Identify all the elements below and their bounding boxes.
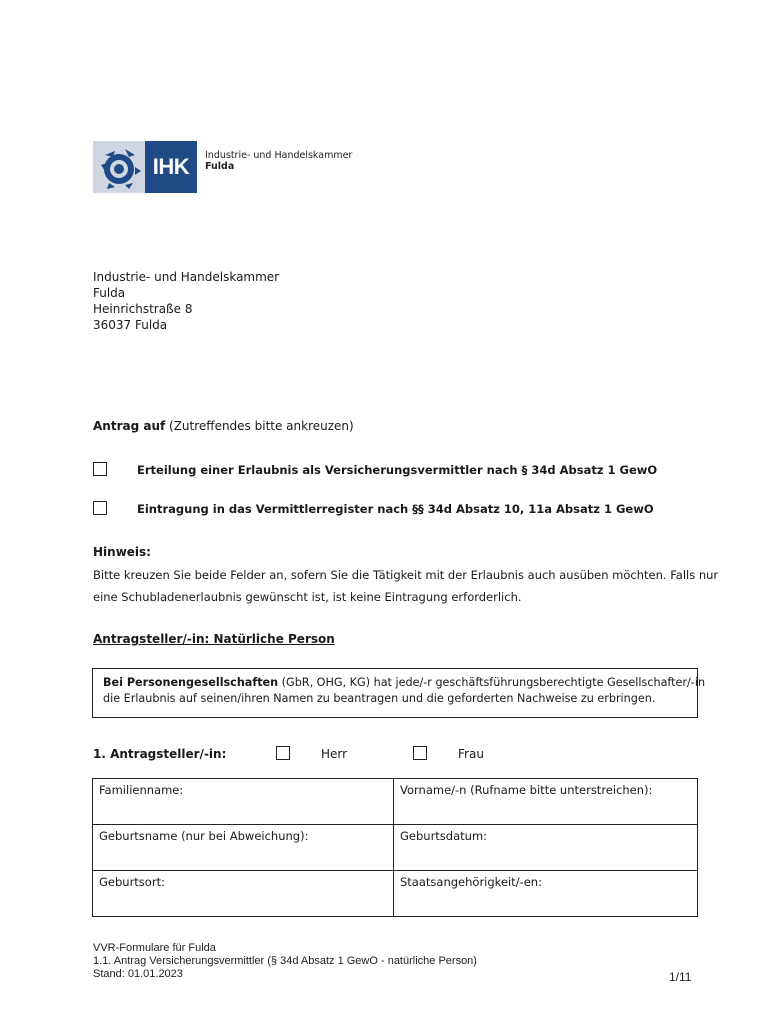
antrag-heading — [93, 419, 354, 433]
eintragung-option-label: Eintragung in das Vermittlerregister nach §§ 34d Absatz 10, 11a Absatz 1 GewO — [137, 502, 654, 516]
geburtsort-field[interactable] — [93, 871, 394, 917]
geburtsort-label: Geburtsort: — [99, 875, 165, 889]
note-rest: (GbR, OHG, KG) hat jede/-r geschäftsführungsberechtigte Gesellschafter/-in — [278, 676, 706, 689]
applicant-fields-table — [92, 778, 698, 917]
ihk-logo-text: IHK — [145, 141, 197, 193]
vorname-field[interactable] — [394, 779, 698, 825]
antrag-heading-bold: Antrag auf — [93, 419, 166, 433]
recipient-address — [93, 269, 279, 333]
antrag-heading-rest: (Zutreffendes bitte ankreuzen) — [165, 419, 354, 433]
hinweis-title: Hinweis: — [93, 545, 151, 559]
address-line2: Fulda — [93, 286, 126, 300]
hinweis-text-line2: eine Schubladenerlaubnis gewünscht ist, ist keine Eintragung erforderlich. — [93, 590, 522, 604]
address-line4: 36037 Fulda — [93, 318, 168, 332]
staatsangehoerigkeit-field[interactable] — [394, 871, 698, 917]
page-footer — [93, 942, 477, 981]
vorname-label: Vorname/-n (Rufname bitte unterstreichen): — [400, 783, 653, 797]
address-line1: Industrie- und Handelskammer — [93, 270, 280, 284]
frau-label: Frau — [458, 747, 484, 761]
geburtsname-field[interactable] — [93, 825, 394, 871]
ihk-logo — [93, 141, 197, 193]
footer-line2: 1.1. Antrag Versicherungsvermittler (§ 34d Absatz 1 GewO - natürliche Person) — [93, 955, 477, 967]
logo-caption — [205, 150, 352, 172]
frau-checkbox[interactable] — [413, 746, 427, 760]
note-line2: die Erlaubnis auf seinen/ihren Namen zu beantragen und die geforderten Nachweise zu erbringen. — [103, 691, 656, 705]
familienname-label: Familienname: — [99, 783, 184, 797]
table-row — [93, 825, 698, 871]
herr-label: Herr — [321, 747, 348, 761]
logo-caption-line2: Fulda — [205, 161, 235, 172]
erlaubnis-checkbox[interactable] — [93, 462, 107, 476]
eintragung-checkbox[interactable] — [93, 501, 107, 515]
familienname-field[interactable] — [93, 779, 394, 825]
erlaubnis-option-label: Erteilung einer Erlaubnis als Versicherungsvermittler nach § 34d Absatz 1 GewO — [137, 463, 658, 477]
note-line1 — [103, 675, 706, 691]
footer-line3: Stand: 01.01.2023 — [93, 968, 183, 980]
table-row — [93, 779, 698, 825]
personengesellschaften-note — [92, 668, 706, 718]
applicant-label: 1. Antragsteller/-in: — [93, 747, 227, 761]
section-title: Antragsteller/-in: Natürliche Person — [93, 632, 335, 646]
footer-line1: VVR-Formulare für Fulda — [93, 942, 216, 954]
page-number: 1/11 — [669, 970, 692, 984]
table-row — [93, 871, 698, 917]
staatsangehoerigkeit-label: Staatsangehörigkeit/-en: — [400, 875, 542, 889]
address-line3: Heinrichstraße 8 — [93, 302, 193, 316]
logo-caption-line1: Industrie- und Handelskammer — [205, 150, 353, 161]
herr-checkbox[interactable] — [276, 746, 290, 760]
geburtsname-label: Geburtsname (nur bei Abweichung): — [99, 829, 309, 843]
geburtsdatum-field[interactable] — [394, 825, 698, 871]
hinweis-text-line1: Bitte kreuzen Sie beide Felder an, sofern Sie die Tätigkeit mit der Erlaubnis auch ausüben möchten. Falls nur — [93, 568, 719, 582]
ihk-emblem-icon — [95, 143, 143, 191]
note-bold: Bei Personengesellschaften — [103, 676, 279, 689]
geburtsdatum-label: Geburtsdatum: — [400, 829, 488, 843]
